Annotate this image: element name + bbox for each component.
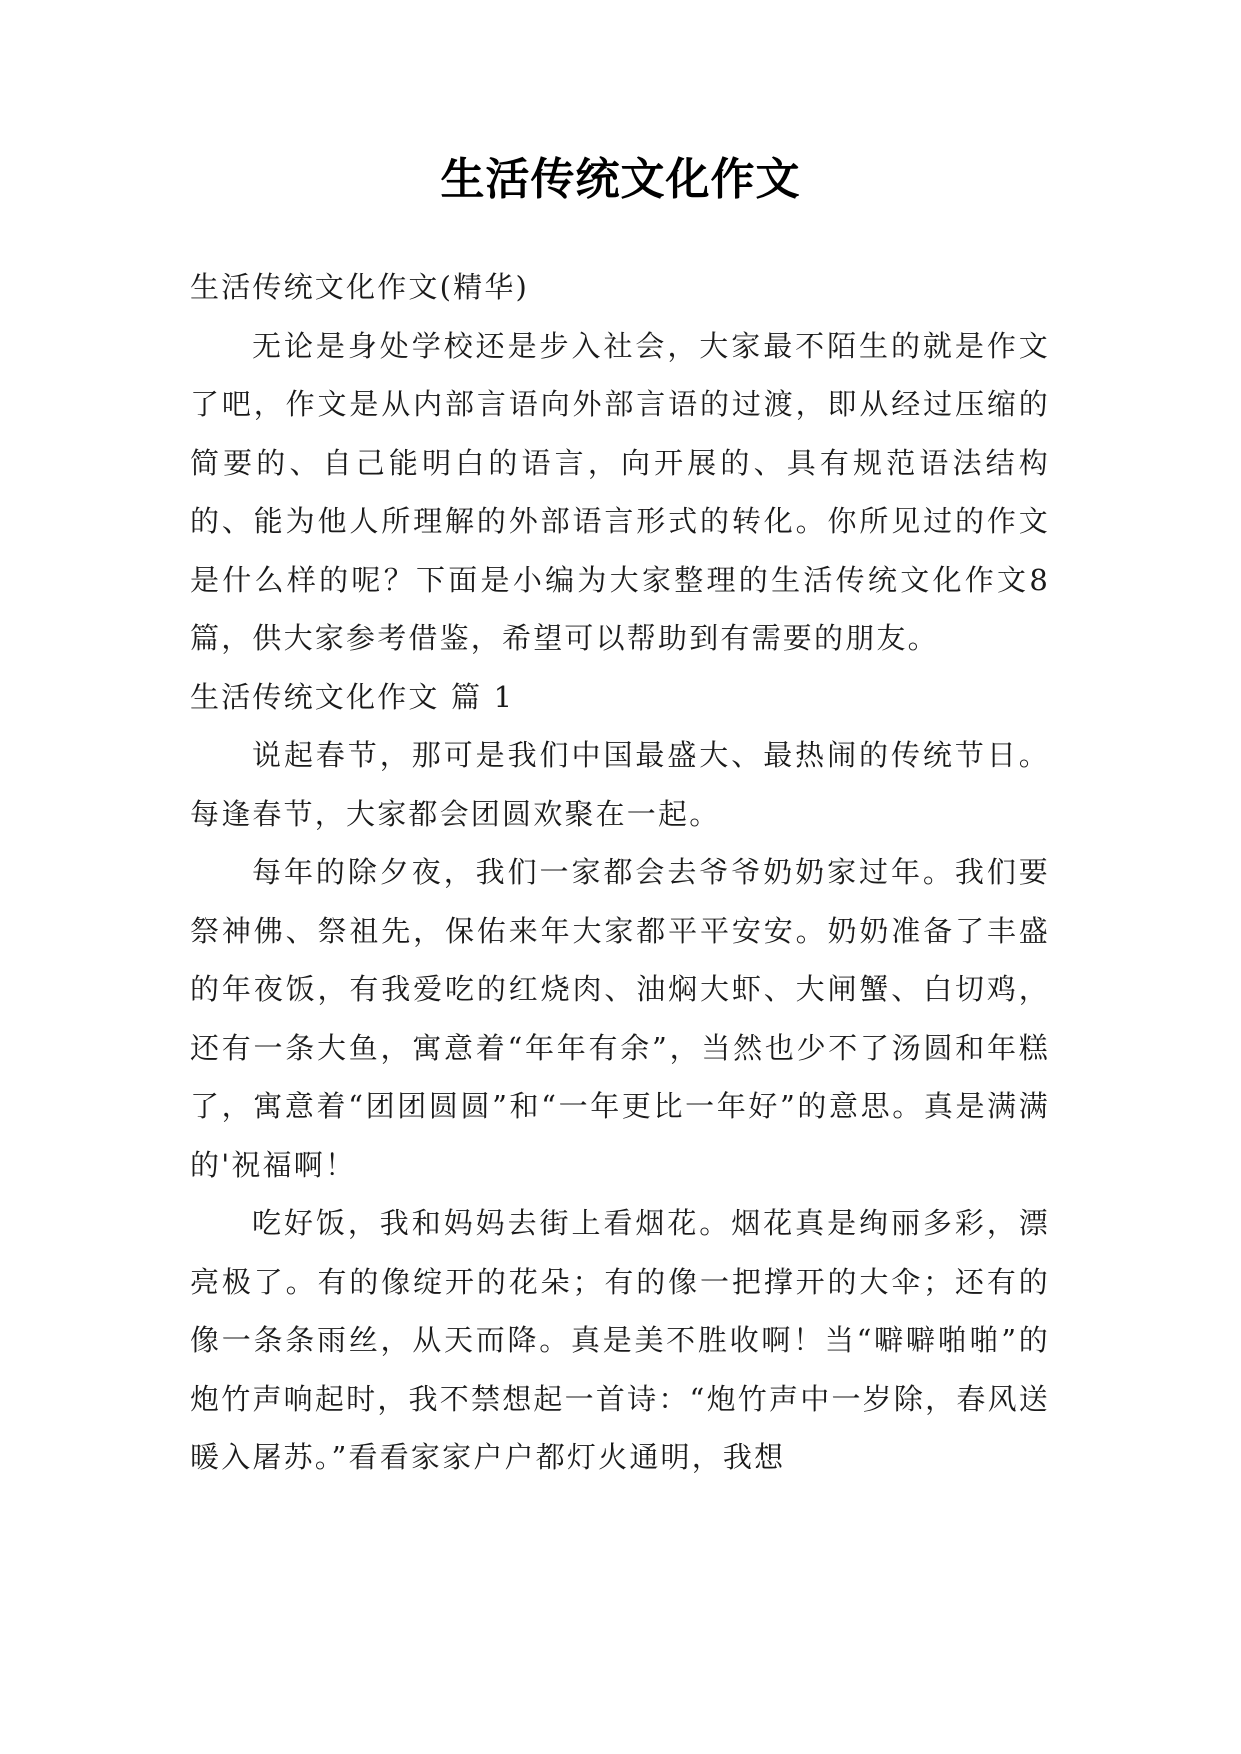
document-subtitle: 生活传统文化作文(精华)	[190, 270, 530, 304]
paragraph: 说起春节，那可是我们中国最盛大、最热闹的传统节日。每逢春节，大家都会团圆欢聚在一起。	[190, 738, 1050, 831]
intro-paragraph: 无论是身处学校还是步入社会，大家最不陌生的就是作文了吧，作文是从内部言语向外部言语的过渡，即从经过压缩的简要的、自己能明白的语言，向开展的、具有规范语法结构的、能为他人所理解的外部语言形式的转化。你所见过的作文是什么样的呢？下面是小编为大家整理的生活传统文化作文8篇，供大家参考借鉴，希望可以帮助到有需要的朋友。	[190, 328, 1050, 655]
document-title: 生活传统文化作文	[440, 154, 801, 205]
section-heading: 生活传统文化作文 篇 1	[190, 679, 515, 714]
paragraph: 每年的除夕夜，我们一家都会去爷爷奶奶家过年。我们要祭神佛、祭祖先，保佑来年大家都平平安安。奶奶准备了丰盛的年夜饭，有我爱吃的红烧肉、油焖大虾、大闸蟹、白切鸡，还有一条大鱼，寓意着“年年有余”，当然也少不了汤圆和年糕了，寓意着“团团圆圆”和“一年更比一年好”的意思。真是满满的'祝福啊！	[190, 855, 1050, 1182]
document-body	[190, 258, 1050, 1487]
paragraph: 吃好饭，我和妈妈去街上看烟花。烟花真是绚丽多彩，漂亮极了。有的像绽开的花朵；有的像一把撑开的大伞；还有的像一条条雨丝，从天而降。真是美不胜收啊！当“噼噼啪啪”的炮竹声响起时，我不禁想起一首诗：“炮竹声中一岁除，春风送暖入屠苏。”看看家家户户都灯火通明，我想	[190, 1206, 1050, 1474]
